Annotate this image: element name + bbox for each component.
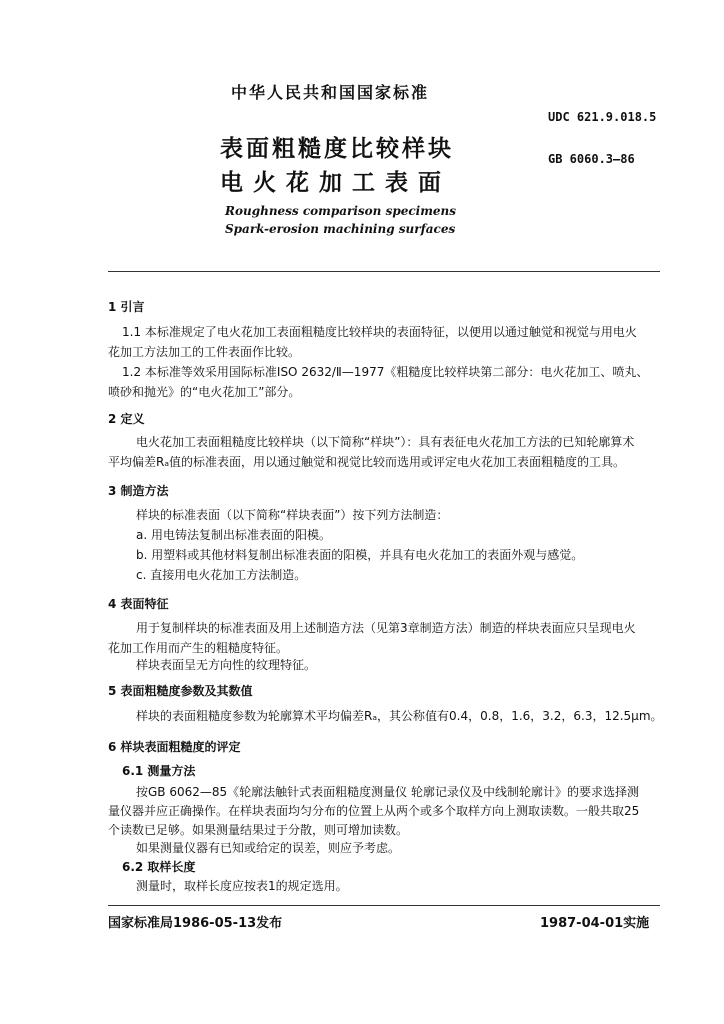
section-3-item-b: b. 用塑料或其他材料复制出标准表面的阳模，并具有电火花加工的表面外观与感觉。 [136,548,584,562]
section-2-text-cont: 平均偏差Rₐ值的标准表面，用以通过触觉和视觉比较而选用或评定电火花加工表面粗糙度的工具。 [108,455,626,469]
section-4-heading: 4 表面特征 [108,597,169,611]
footer-divider [108,905,660,906]
english-title-line2: Spark-erosion machining surfaces [225,222,456,236]
section-4-text: 用于复制样块的标准表面及用上述制造方法（见第3章制造方法）制造的样块表面应只呈现电火 [136,621,636,635]
udc-code: UDC 621.9.018.5 [548,110,657,124]
section-2-heading: 2 定义 [108,412,145,426]
section-1-2-text: 1.2 本标准等效采用国际标准ISO 2632/Ⅱ—1977《粗糙度比较样块第二部分：电火花加工、喷丸、 [122,365,649,379]
header-divider [108,271,660,272]
section-6-1-text-cont: 量仪器并应正确操作。在样块表面均匀分布的位置上从两个或多个取样方向上测取读数。一般共取25 [108,804,640,818]
section-5-text: 样块的表面粗糙度参数为轮廓算术平均偏差Rₐ，其公称值有0.4，0.8，1.6，3.2，6.3，12.5μm。 [136,709,663,723]
section-5-heading: 5 表面粗糙度参数及其数值 [108,684,253,698]
issue-date: 国家标准局1986-05-13发布 [108,916,283,931]
section-6-heading: 6 样块表面粗糙度的评定 [108,740,241,754]
english-title-line1: Roughness comparison specimens [225,204,457,218]
section-6-2-text: 测量时，取样长度应按表1的规定选用。 [136,879,348,893]
section-4-text-cont: 花加工作用而产生的粗糙度特征。 [108,641,289,655]
section-6-1-text-cont2: 个读数已足够。如果测量结果过于分散，则可增加读数。 [108,823,409,837]
section-1-1-text: 1.1 本标准规定了电火花加工表面粗糙度比较样块的表面特征，以便用以通过触觉和视觉与用电火 [122,325,637,339]
section-1-heading: 1 引言 [108,300,145,314]
document-title-line2: 电火花加工表面 [220,170,451,196]
gb-code: GB 6060.3—86 [548,152,635,166]
section-3-item-c: c. 直接用电火花加工方法制造。 [136,568,307,582]
implementation-date: 1987-04-01实施 [540,916,650,931]
section-6-1-heading: 6.1 测量方法 [122,764,196,778]
section-6-2-heading: 6.2 取样长度 [122,860,196,874]
standard-title: 中华人民共和国国家标准 [230,83,429,102]
section-3-text: 样块的标准表面（以下简称“样块表面”）按下列方法制造： [136,508,449,522]
section-4-text-cont2: 样块表面呈无方向性的纹理特征。 [136,658,317,672]
section-6-1-text-cont3: 如果测量仪器有已知或给定的误差，则应予考虑。 [136,841,401,855]
section-1-1-text-cont: 花加工方法加工的工件表面作比较。 [108,345,301,359]
section-6-1-text: 按GB 6062—85《轮廓法触针式表面粗糙度测量仪 轮廓记录仪及中线制轮廓计》的要求选择测 [136,785,639,799]
section-3-heading: 3 制造方法 [108,484,169,498]
section-3-item-a: a. 用电铸法复制出标准表面的阳模。 [136,528,331,542]
document-title-line1: 表面粗糙度比较样块 [220,136,454,162]
section-1-2-text-cont: 喷砂和抛光》的“电火花加工”部分。 [108,385,301,399]
section-2-text: 电火花加工表面粗糙度比较样块（以下简称“样块”）：具有表征电火花加工方法的已知轮廓算术 [136,435,635,449]
